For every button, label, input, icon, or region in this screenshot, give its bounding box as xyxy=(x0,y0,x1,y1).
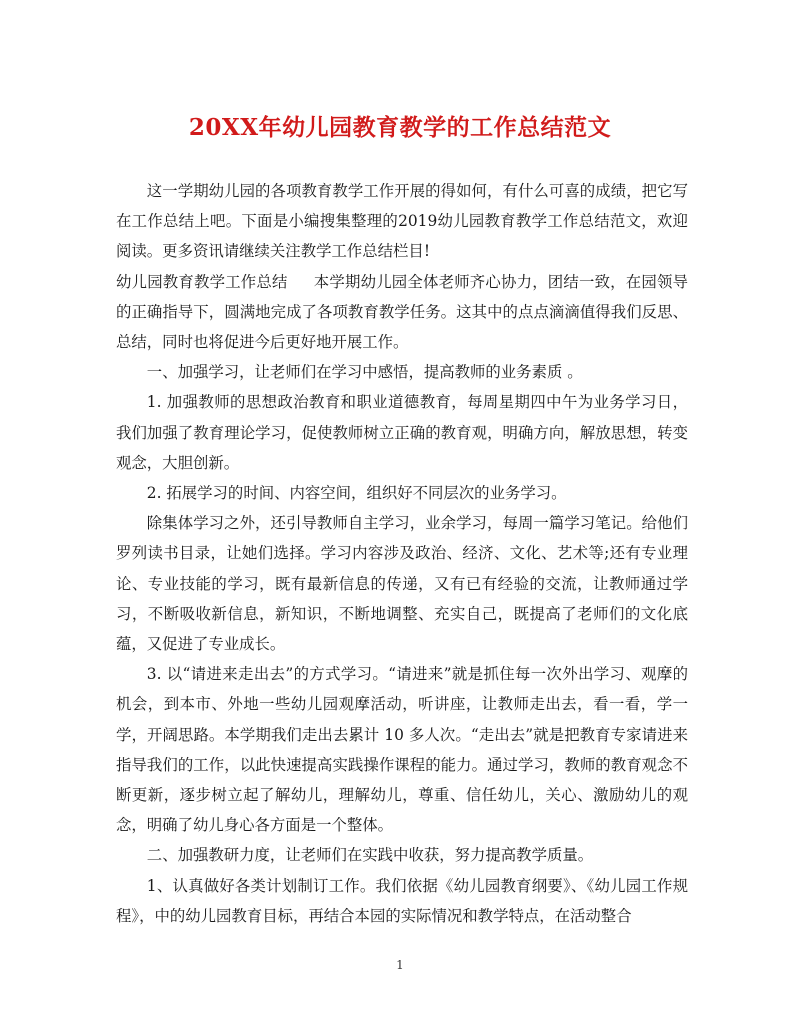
paragraph-intro: 这一学期幼儿园的各项教育教学工作开展的得如何，有什么可喜的成绩，把它写在工作总结上吧。下面是小编搜集整理的2019幼儿园教育教学工作总结范文，欢迎阅读。更多资讯请继续关注教学工作总结栏目! xyxy=(116,182,688,261)
paragraph-plans: 1、认真做好各类计划制订工作。我们依据《幼儿园教育纲要》、《幼儿园工作规程》，中的幼儿园教育目标，再结合本园的实际情况和教学特点，在活动整合 xyxy=(116,876,688,925)
document-title: 20XX年幼儿园教育教学的工作总结范文 xyxy=(188,114,612,141)
paragraph-item-2: 2. 拓展学习的时间、内容空间，组织好不同层次的业务学习。 xyxy=(146,484,567,503)
paragraph-summary-text: 本学期幼儿园全体老师齐心协力，团结一致，在园领导的正确指导下，圆满地完成了各项教育教学任务。这其中的点点滴滴值得我们反思、总结，同时也将促进今后更好地开展工作。 xyxy=(116,272,688,352)
paragraph-item-3: 3. 以“请进来走出去”的方式学习。“请进来”就是抓住每一次外出学习、观摩的机会，到本市、外地一些幼儿园观摩活动，听讲座，让教师走出去，看一看，学一学，开阔思路。本学期我们走出去累计 10 多人次。“走出去”就是把教育专家请进来指导我们的工作，以此快速提高实践操作课程的能力。通过学习，教师的教育观念不断更新，逐步树立起了解幼儿，理解幼儿，尊重、信任幼儿，关心、激励幼儿的观念，明确了幼儿身心各方面是一个整体。 xyxy=(116,665,688,835)
paragraph-lead: 幼儿园教育教学工作总结 xyxy=(116,272,288,291)
section-heading-2: 二、加强教研力度，让老师们在实践中收获，努力提高教学质量。 xyxy=(146,846,594,865)
page-number: 1 xyxy=(396,958,404,972)
paragraph-summary xyxy=(116,267,688,358)
paragraph-self-study: 除集体学习之外，还引导教师自主学习，业余学习，每周一篇学习笔记。给他们罗列读书目录，让她们选择。学习内容涉及政治、经济、文化、艺术等;还有专业理论、专业技能的学习，既有最新信息的传递，又有已有经验的交流，让教师通过学习，不断吸收新信息，新知识，不断地调整、充实自己，既提高了老师们的文化底蕴，又促进了专业成长。 xyxy=(116,514,688,654)
document-body xyxy=(116,176,688,931)
section-heading-1: 一、加强学习，让老师们在学习中感悟，提高教师的业务素质 。 xyxy=(146,363,583,382)
paragraph-item-1: 1. 加强教师的思想政治教育和职业道德教育，每周星期四中午为业务学习日，我们加强了教育理论学习，促使教师树立正确的教育观，明确方向，解放思想，转变观念，大胆创新。 xyxy=(116,393,688,472)
